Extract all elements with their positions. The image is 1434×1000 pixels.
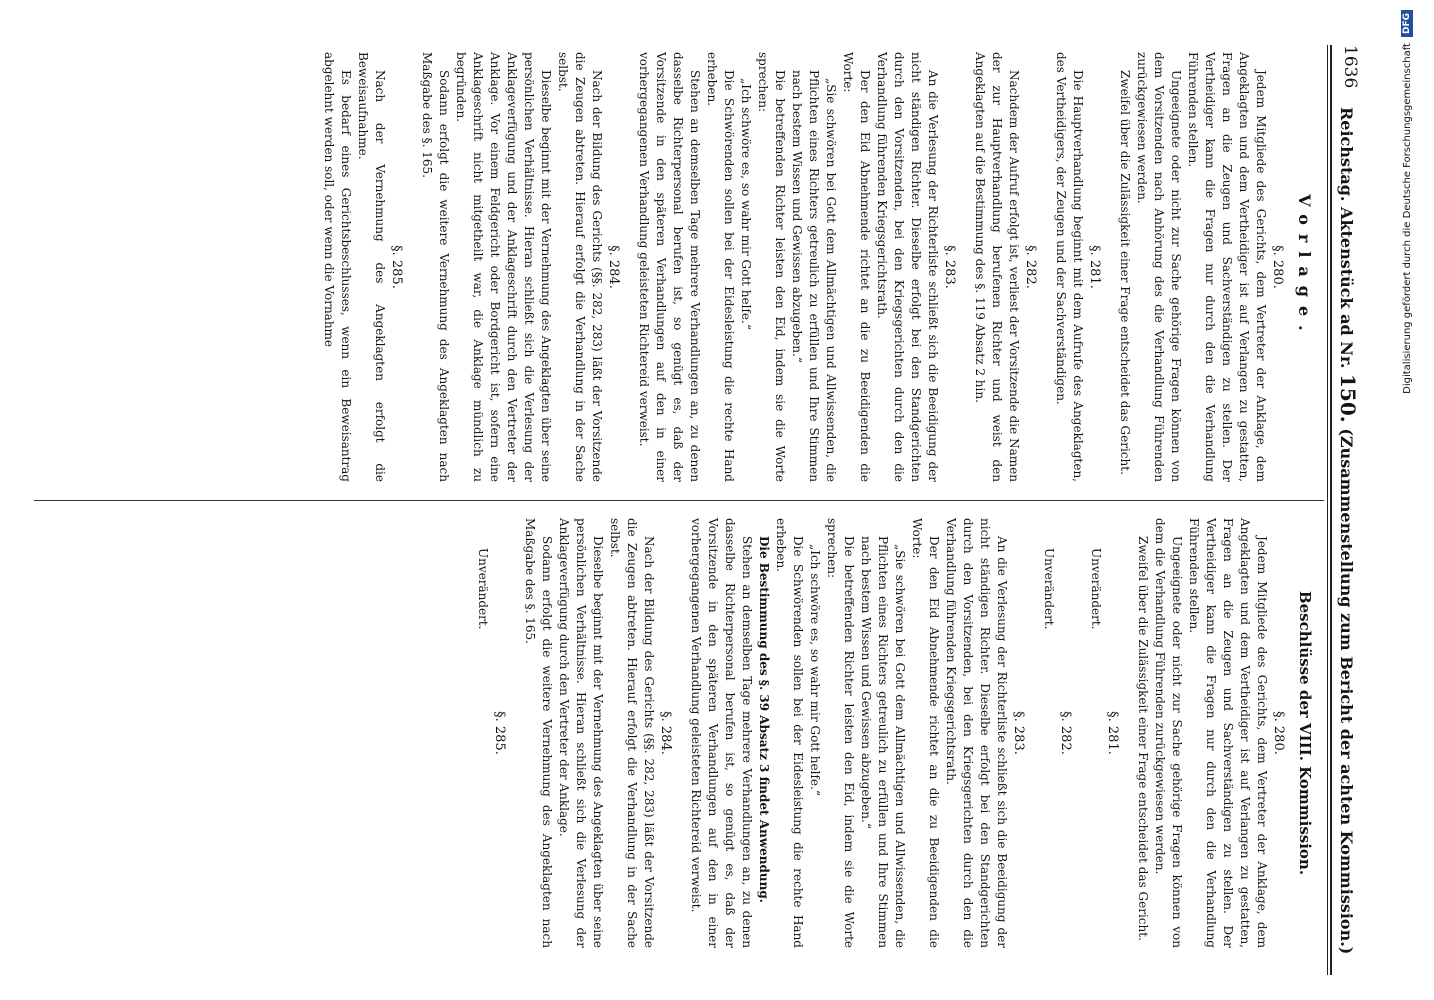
section-heading: §. 284.	[658, 711, 673, 755]
running-title-number: 150.	[1336, 374, 1360, 423]
paragraph: „Ich schwöre es, so wahr mir Gott helfe.“	[808, 544, 822, 796]
paragraph: „Sie schwören bei Gott dem Allmächtigen und Allwissenden, die Pflichten eines Richters getreulich zu erfüllen und Ihre Stimmen nach bestem Wissen und Gewissen abzugeben.“	[790, 70, 838, 482]
section-heading: §. 283.	[942, 245, 957, 289]
section	[1087, 518, 1120, 948]
page-number: 1636	[1340, 45, 1360, 89]
section	[971, 52, 1038, 482]
section	[1116, 52, 1285, 482]
unchanged-note: Unverändert.	[1042, 548, 1056, 630]
header-rule	[1330, 45, 1332, 975]
paragraph: Jedem Mitgliede des Gerichts, dem Vertreter der Anklage, dem Angeklagten und dem Vertheidiger ist auf Verlangen zu gestatten, Fragen an die Zeugen und Sachverständigen zu stellen. Der Vertheidiger kann die Fragen nur durch den die Verhandlung Führenden stellen.	[1187, 518, 1269, 948]
column-beschluesse	[32, 518, 1322, 948]
paragraph: Nach der Vernehmung des Angeklagten erfolgt die Beweisaufnahme.	[356, 52, 387, 482]
section	[1134, 518, 1286, 948]
paragraph: An die Verlesung der Richterliste schließt sich die Beeidigung der nicht ständigen Richter. Dieselbe erfolgt bei den Standgerichten durch den Vorsitzenden, bei den Kriegsgerichten durch den die Verhandlung führenden Kriegsgerichtsrath.	[875, 52, 940, 482]
unchanged-note: Unverändert.	[476, 548, 490, 630]
section	[1052, 52, 1102, 482]
section	[418, 52, 621, 482]
paragraph: Zweifel über die Zulässigkeit einer Frage entscheidet das Gericht.	[1136, 536, 1150, 941]
paragraph: Es bedarf eines Gerichtsbeschlusses, wenn ein Beweisantrag abgelehnt werden soll, oder wenn die Vornahme	[322, 52, 353, 482]
unchanged-note: Unverändert.	[1089, 548, 1103, 630]
paragraph: Die betreffenden Richter leisten den Eid, indem sie die Worte sprechen:	[756, 52, 787, 482]
running-title	[1336, 107, 1360, 954]
section-heading: §. 280.	[1271, 711, 1286, 755]
running-title-prefix: Reichstag. Aktenstück ad Nr.	[1337, 107, 1356, 369]
paragraph: Dieselbe beginnt mit der Vernehmung des Angeklagten über seine persönlichen Verhältnisse. Hieran schließt sich die Verlesung der Anklageverfügung und der Anklageschrift durch den Vertreter der Anklage. Vor einem Feldgericht oder Bordgericht ist, sofern eine Anklageschrift nicht mitgetheilt war, die Anklage mündlich zu begründen.	[454, 52, 553, 482]
paragraph: „Sie schwören bei Gott dem Allmächtigen und Allwissenden, die Pflichten eines Richters getreulich zu erfüllen und Ihre Stimmen nach bestem Wissen und Gewissen abzugeben.“	[859, 536, 907, 948]
paragraph: An die Verlesung der Richterliste schließt sich die Beeidigung der nicht ständigen Richter. Dieselbe erfolgt bei den Standgerichten durch den Vorsitzenden, bei den Kriegsgerichten durch den die Verhandlung führenden Kriegsgerichtsrath.	[944, 518, 1009, 948]
column-title-vorlage: Vorlage.	[1295, 194, 1314, 340]
paragraph: Der den Eid Abnehmende richtet an die zu Beeidigenden die Worte:	[910, 518, 941, 948]
paragraph: Ungeeignete oder nicht zur Sache gehörige Fragen können von dem Vorsitzenden nach Anhörung des die Verhandlung Führenden zurückgewiesen werden.	[1135, 52, 1183, 482]
section-heading: §. 285.	[492, 711, 507, 755]
paragraph: Stehen an demselben Tage mehrere Verhandlungen an, zu denen dasselbe Richterpersonal berufen ist, so genügt es, daß der Vorsitzende in den späteren Verhandlungen auf den in einer vorhergegangenen Verhandlung geleisteten Richtereid verweist.	[637, 52, 702, 482]
paragraph: Nach der Bildung des Gerichts (§§. 282, 283) läßt der Vorsitzende die Zeugen abtreten. Hierauf erfolgt die Verhandlung in der Sache selbst.	[556, 52, 604, 482]
section-heading: §. 282.	[1023, 245, 1038, 289]
column-vorlage	[32, 52, 1322, 482]
section	[320, 52, 404, 482]
paragraph: Die Schwörenden sollen bei der Eidesleistung die rechte Hand erheben.	[705, 52, 736, 482]
section	[635, 52, 957, 482]
paragraph: Die Hauptverhandlung beginnt mit dem Aufrufe des Angeklagten, des Vertheidigers, der Zeugen und der Sachverständigen.	[1054, 52, 1085, 482]
paragraph: Ungeeignete oder nicht zur Sache gehörige Fragen können von dem die Verhandlung Führenden zurückgewiesen werden.	[1153, 518, 1184, 948]
dfg-logo: DFG	[1401, 10, 1413, 37]
paragraph: Die Bestimmung des §. 39 Absatz 3 findet Anwendung.	[757, 536, 771, 903]
paragraph: Sodann erfolgt die weitere Vernehmung des Angeklagten nach Maßgabe des §. 165.	[523, 518, 554, 948]
paragraph: Zweifel über die Zulässigkeit einer Frage entscheidet das Gericht.	[1118, 70, 1132, 475]
section	[474, 518, 507, 948]
section-heading: §. 285.	[389, 245, 404, 289]
section-heading: §. 283.	[1011, 711, 1026, 755]
document-page	[22, 0, 1372, 1000]
running-title-suffix: (Zusammenstellung zum Bericht der achten Kommission.)	[1337, 428, 1356, 955]
paragraph: Dieselbe beginnt mit der Vernehmung des Angeklagten über seine persönlichen Verhältnisse. Hieran schließt sich die Verlesung der Anklageverfügung durch den Vertreter der Anklage.	[557, 518, 605, 948]
paragraph: Stehen an demselben Tage mehrere Verhandlungen an, zu denen dasselbe Richterpersonal berufen ist, so genügt es, daß der Vorsitzende in den späteren Verhandlungen auf den in einer vorhergegangenen Verhandlung geleisteten Richtereid verweist.	[689, 518, 754, 948]
column-title-beschluesse: Beschlüsse der VIII. Kommission.	[1296, 590, 1314, 876]
section-heading: §. 282.	[1058, 711, 1073, 755]
section-heading: §. 284.	[606, 245, 621, 289]
section-heading: §. 281.	[1087, 245, 1102, 289]
header-rule-thin	[1327, 45, 1328, 975]
paragraph: Der den Eid Abnehmende richtet an die zu Beeidigenden die Worte:	[841, 52, 872, 482]
section	[687, 518, 1026, 948]
paragraph: Nach der Bildung des Gerichts (§§. 282, 283) läßt der Vorsitzende die Zeugen abtreten. Hierauf erfolgt die Verhandlung in der Sache selbst.	[608, 518, 656, 948]
paragraph: Die Schwörenden sollen bei der Eidesleistung die rechte Hand erheben.	[774, 518, 805, 948]
digitization-text: Digitalisierung gefördert durch die Deutsche Forschungsgemeinschaft	[1402, 43, 1413, 394]
paragraph: Sodann erfolgt die weitere Vernehmung des Angeklagten nach Maßgabe des §. 165.	[420, 52, 451, 482]
paragraph: Jedem Mitgliede des Gerichts, dem Vertreter der Anklage, dem Angeklagten und dem Vertheidiger ist auf Verlangen zu gestatten, Fragen an die Zeugen und Sachverständigen zu stellen. Der Vertheidiger kann die Fragen nur durch den die Verhandlung Führenden stellen.	[1186, 52, 1268, 482]
digitization-notice	[1388, 10, 1424, 990]
paragraph: „Ich schwöre es, so wahr mir Gott helfe.“	[739, 78, 753, 330]
section-heading: §. 281.	[1105, 711, 1120, 755]
paragraph: Die betreffenden Richter leisten den Eid, indem sie die Worte sprechen:	[825, 518, 856, 948]
paragraph: Nachdem der Aufruf erfolgt ist, verliest der Vorsitzende die Namen der zur Hauptverhandlung berufenen Richter und weist den Angeklagten auf die Bestimmung des §. 119 Absatz 2 hin.	[973, 52, 1021, 482]
section	[521, 518, 673, 948]
section-heading: §. 280.	[1270, 245, 1285, 289]
column-divider	[34, 500, 1324, 501]
section	[1040, 518, 1073, 948]
